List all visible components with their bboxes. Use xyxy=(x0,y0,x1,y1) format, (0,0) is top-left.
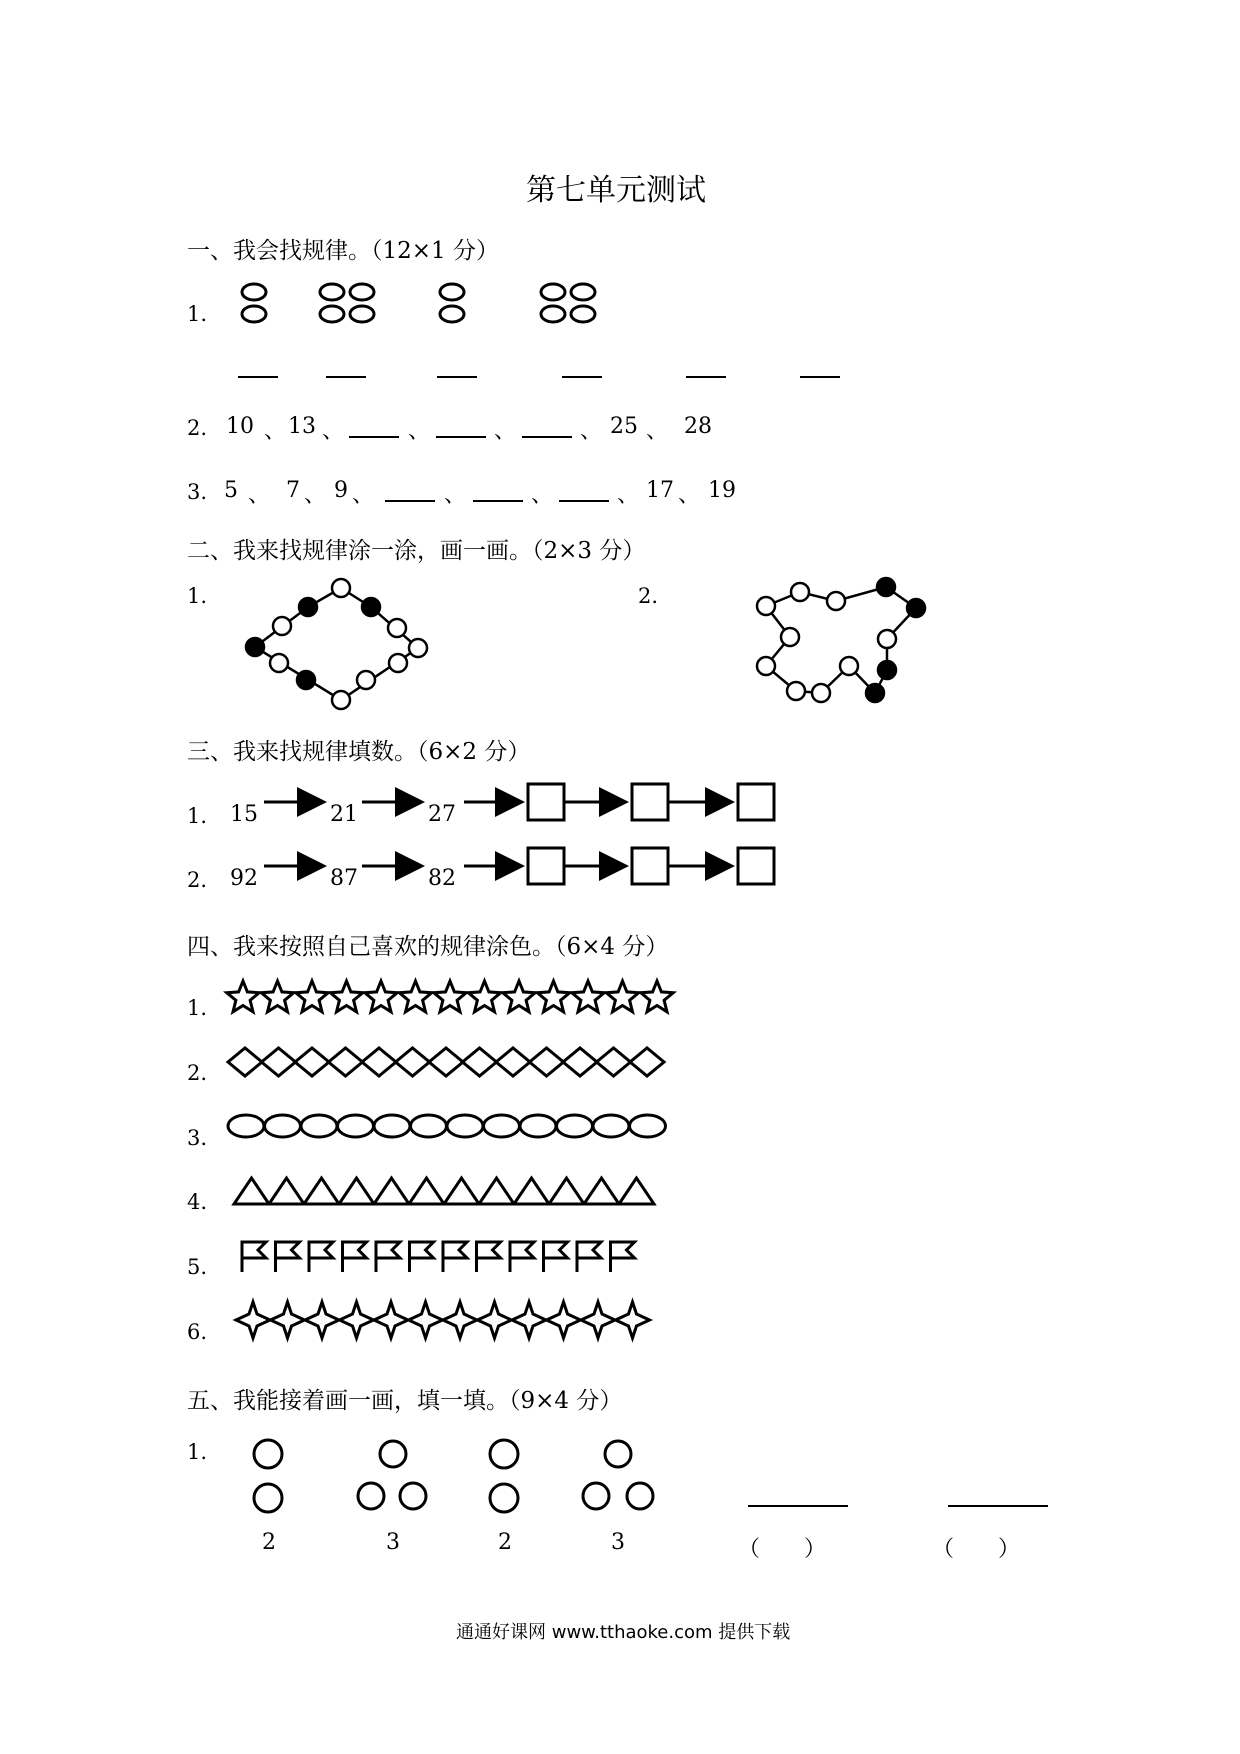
s4-row2-diamonds[interactable] xyxy=(226,1044,686,1080)
star-shape-6[interactable] xyxy=(399,981,431,1012)
flag-shape-12[interactable] xyxy=(611,1242,635,1272)
flag-shape-1[interactable] xyxy=(242,1242,266,1272)
triangle-shape-8[interactable] xyxy=(479,1178,514,1204)
ellipse-shape-5[interactable] xyxy=(374,1115,410,1137)
s1-q2-blank-1[interactable] xyxy=(349,436,399,438)
s4-row6-number: 6. xyxy=(187,1320,208,1344)
s4-row3-ellipses[interactable] xyxy=(226,1108,686,1144)
oval-group-1 xyxy=(242,284,266,322)
s2-q1-bead-diamond[interactable] xyxy=(240,575,450,715)
s1-q3-term-8: 19 xyxy=(708,478,736,503)
triangle-shape-9[interactable] xyxy=(514,1178,549,1204)
s5-label-4: 3 xyxy=(611,1530,625,1555)
s5-label-2: 3 xyxy=(386,1530,400,1555)
flag-shape-11[interactable] xyxy=(577,1242,601,1272)
diamond-shape-4[interactable] xyxy=(329,1048,363,1076)
s2-q2-number: 2. xyxy=(638,584,659,608)
s5-q1-number: 1. xyxy=(187,1440,208,1464)
ellipse-shape-8[interactable] xyxy=(484,1115,520,1137)
footer-credit: 通通好课网 www.tthaoke.com 提供下载 xyxy=(456,1622,791,1643)
circle-group-1 xyxy=(254,1440,282,1512)
four-point-star-shape-8[interactable] xyxy=(478,1302,512,1338)
section3-heading: 三、我来找规律填数。（6×2 分） xyxy=(187,739,531,765)
s1-q1-answer-blanks[interactable] xyxy=(230,375,850,381)
star-shape-12[interactable] xyxy=(606,981,638,1012)
s3-row1-value-1: 15 xyxy=(230,802,258,827)
ellipse-shape-7[interactable] xyxy=(447,1115,483,1137)
s3-row2-arrows-boxes[interactable] xyxy=(260,844,790,894)
s1-q3-blank-3[interactable] xyxy=(559,500,609,502)
s1-q2-blank-3[interactable] xyxy=(522,436,572,438)
star-shape-13[interactable] xyxy=(641,981,673,1012)
s3-row2-value-3: 82 xyxy=(428,866,456,891)
s4-row1-stars[interactable] xyxy=(224,980,684,1016)
flag-shape-10[interactable] xyxy=(544,1242,568,1272)
s3-row1-value-3: 27 xyxy=(428,802,456,827)
s1-q1-oval-groups xyxy=(230,280,630,340)
triangle-shape-1[interactable] xyxy=(234,1178,269,1204)
triangle-shape-10[interactable] xyxy=(549,1178,584,1204)
four-point-star-shape-3[interactable] xyxy=(305,1302,339,1338)
s1-q3-term-2: 7 xyxy=(286,478,300,503)
star-shape-7[interactable] xyxy=(434,981,466,1012)
s5-answer-paren-1[interactable]: （ ） xyxy=(738,1537,827,1562)
flag-shape-6[interactable] xyxy=(410,1242,434,1272)
s1-q2-term-1: 10 xyxy=(226,414,254,439)
s4-row1-number: 1. xyxy=(187,996,208,1020)
section4-heading: 四、我来按照自己喜欢的规律涂色。（6×4 分） xyxy=(187,934,669,960)
diamond-shape-11[interactable] xyxy=(563,1048,597,1076)
triangle-shape-4[interactable] xyxy=(339,1178,374,1204)
s1-q2-term-7: 28 xyxy=(684,414,712,439)
diamond-shape-3[interactable] xyxy=(295,1048,329,1076)
s1-q3-term-7: 17 xyxy=(646,478,674,503)
flag-shape-7[interactable] xyxy=(443,1242,467,1272)
s1-q3-blank-1[interactable] xyxy=(385,500,435,502)
s5-q1-circle-groups xyxy=(240,1436,680,1516)
s4-row6-four-point-stars[interactable] xyxy=(234,1300,714,1340)
triangle-shape-2[interactable] xyxy=(269,1178,304,1204)
triangle-shape-3[interactable] xyxy=(304,1178,339,1204)
s5-draw-blank-1[interactable] xyxy=(748,1505,848,1507)
s4-row4-triangles[interactable] xyxy=(232,1172,692,1208)
flag-shape-8[interactable] xyxy=(477,1242,501,1272)
star-shape-5[interactable] xyxy=(365,981,397,1012)
s1-q3-term-3: 9 xyxy=(334,478,348,503)
diamond-shape-6[interactable] xyxy=(396,1048,430,1076)
oval-group-3 xyxy=(440,284,464,322)
four-point-star-shape-10[interactable] xyxy=(547,1302,581,1338)
s3-row1-number: 1. xyxy=(187,804,208,828)
s4-row2-number: 2. xyxy=(187,1061,208,1085)
flag-shape-5[interactable] xyxy=(376,1242,400,1272)
s3-row1-value-2: 21 xyxy=(330,802,358,827)
section5-heading: 五、我能接着画一画，填一填。（9×4 分） xyxy=(187,1388,623,1414)
four-point-star-shape-1[interactable] xyxy=(236,1302,270,1338)
four-point-star-shape-2[interactable] xyxy=(271,1302,305,1338)
s3-row1-arrows-boxes[interactable] xyxy=(260,780,790,830)
four-point-star-shape-12[interactable] xyxy=(616,1302,650,1338)
star-shape-8[interactable] xyxy=(468,981,500,1012)
diamond-shape-13[interactable] xyxy=(630,1048,664,1076)
flag-shape-2[interactable] xyxy=(276,1242,300,1272)
s1-q3-blank-2[interactable] xyxy=(473,500,523,502)
oval-group-2 xyxy=(320,284,374,322)
s5-label-3: 2 xyxy=(498,1530,512,1555)
circle-group-2 xyxy=(358,1441,426,1509)
page-title: 第七单元测试 xyxy=(526,173,706,208)
s4-row5-flags[interactable] xyxy=(238,1236,698,1276)
s1-q1-number: 1. xyxy=(187,302,208,326)
diamond-shape-1[interactable] xyxy=(228,1048,262,1076)
ellipse-shape-12[interactable] xyxy=(630,1115,666,1137)
four-point-star-shape-9[interactable] xyxy=(512,1302,546,1338)
s4-row5-number: 5. xyxy=(187,1255,208,1279)
diamond-shape-9[interactable] xyxy=(496,1048,530,1076)
ellipse-shape-11[interactable] xyxy=(593,1115,629,1137)
section1-heading: 一、我会找规律。（12×1 分） xyxy=(187,238,499,264)
flag-shape-4[interactable] xyxy=(343,1242,367,1272)
ellipse-shape-3[interactable] xyxy=(301,1115,337,1137)
flag-shape-9[interactable] xyxy=(510,1242,534,1272)
s1-q2-term-2: 13 xyxy=(288,414,316,439)
oval-group-4 xyxy=(541,284,595,322)
star-shape-1[interactable] xyxy=(227,981,259,1012)
four-point-star-shape-7[interactable] xyxy=(443,1302,477,1338)
diamond-shape-12[interactable] xyxy=(597,1048,631,1076)
ellipse-shape-1[interactable] xyxy=(228,1115,264,1137)
diamond-shape-10[interactable] xyxy=(530,1048,564,1076)
triangle-shape-11[interactable] xyxy=(584,1178,619,1204)
star-shape-9[interactable] xyxy=(503,981,535,1012)
s1-q3-term-1: 5 xyxy=(224,478,238,503)
four-point-star-shape-11[interactable] xyxy=(581,1302,615,1338)
star-shape-11[interactable] xyxy=(572,981,604,1012)
triangle-shape-5[interactable] xyxy=(374,1178,409,1204)
s1-q2-term-6: 25 xyxy=(610,414,638,439)
four-point-star-shape-5[interactable] xyxy=(374,1302,408,1338)
s2-q1-number: 1. xyxy=(187,584,208,608)
diamond-shape-2[interactable] xyxy=(262,1048,296,1076)
triangle-shape-12[interactable] xyxy=(619,1178,654,1204)
ellipse-shape-2[interactable] xyxy=(265,1115,301,1137)
s5-label-1: 2 xyxy=(262,1530,276,1555)
triangle-shape-6[interactable] xyxy=(409,1178,444,1204)
four-point-star-shape-6[interactable] xyxy=(409,1302,443,1338)
diamond-shape-8[interactable] xyxy=(463,1048,497,1076)
star-shape-4[interactable] xyxy=(330,981,362,1012)
ellipse-shape-9[interactable] xyxy=(520,1115,556,1137)
s3-row2-number: 2. xyxy=(187,868,208,892)
s3-row2-value-1: 92 xyxy=(230,866,258,891)
four-point-star-shape-4[interactable] xyxy=(340,1302,374,1338)
triangle-shape-7[interactable] xyxy=(444,1178,479,1204)
ellipse-shape-10[interactable] xyxy=(557,1115,593,1137)
star-shape-3[interactable] xyxy=(296,981,328,1012)
star-shape-10[interactable] xyxy=(537,981,569,1012)
circle-group-4 xyxy=(583,1441,653,1509)
ellipse-shape-4[interactable] xyxy=(338,1115,374,1137)
section2-heading: 二、我来找规律涂一涂，画一画。（2×3 分） xyxy=(187,538,646,564)
s4-row4-number: 4. xyxy=(187,1190,208,1214)
s1-q3-number: 3. xyxy=(187,480,208,504)
circle-group-3 xyxy=(490,1440,518,1512)
s2-q2-bead-cross[interactable] xyxy=(745,570,945,710)
s3-row2-value-2: 87 xyxy=(330,866,358,891)
star-shape-2[interactable] xyxy=(261,981,293,1012)
s1-q2-blank-2[interactable] xyxy=(436,436,486,438)
s4-row3-number: 3. xyxy=(187,1126,208,1150)
s5-answer-paren-2[interactable]: （ ） xyxy=(932,1537,1021,1562)
flag-shape-3[interactable] xyxy=(309,1242,333,1272)
diamond-shape-7[interactable] xyxy=(429,1048,463,1076)
ellipse-shape-6[interactable] xyxy=(411,1115,447,1137)
s1-q2-number: 2. xyxy=(187,416,208,440)
s5-draw-blank-2[interactable] xyxy=(948,1505,1048,1507)
diamond-shape-5[interactable] xyxy=(362,1048,396,1076)
